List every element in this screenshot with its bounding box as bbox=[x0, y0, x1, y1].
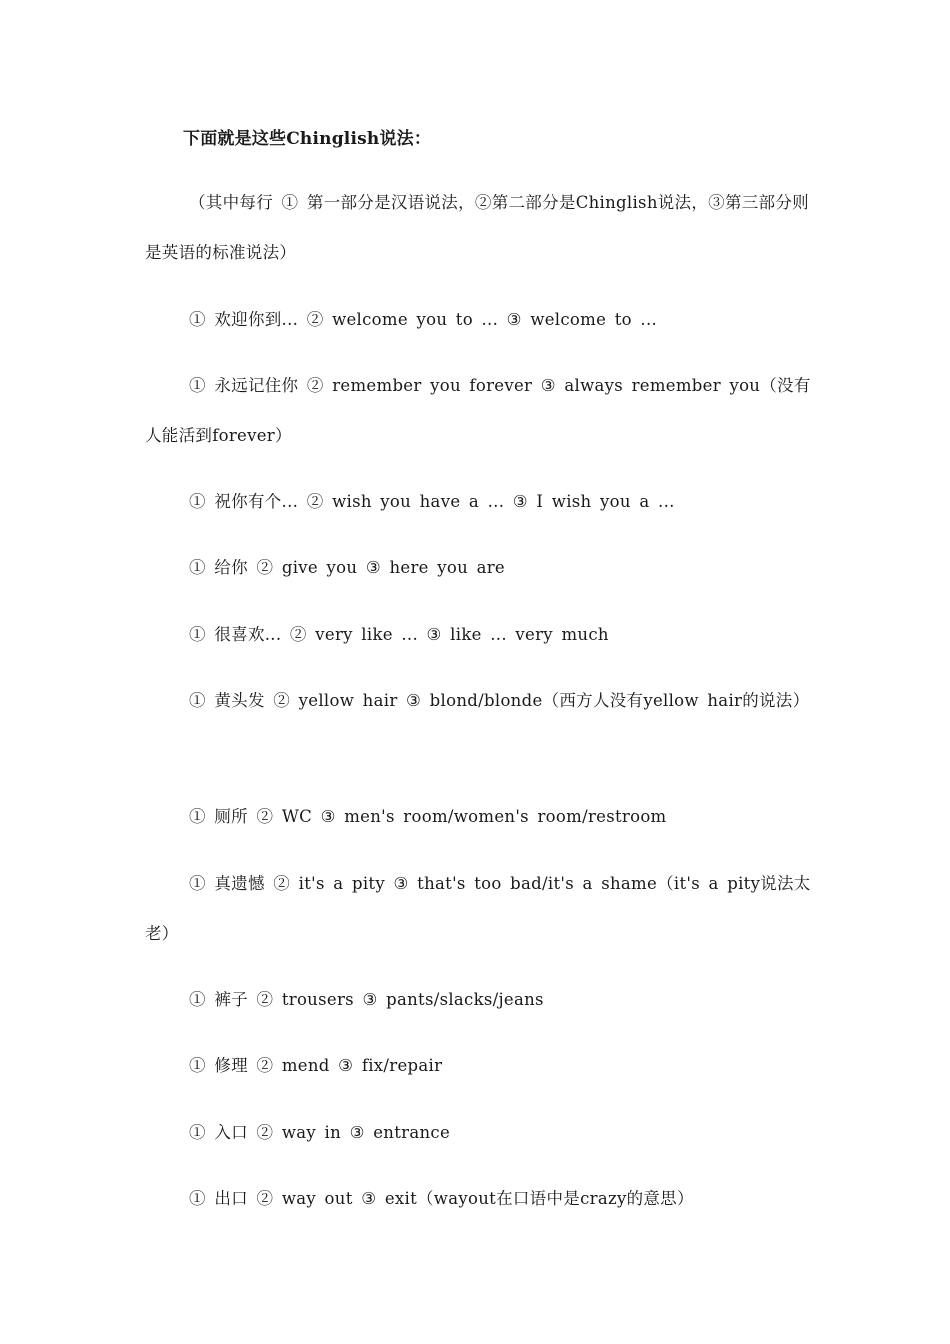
list-item: ① 祝你有个... ② wish you have a ... ③ I wish you a ... bbox=[189, 492, 675, 511]
list-item: ① 给你 ② give you ③ here you are bbox=[189, 558, 505, 577]
list-item: ① 很喜欢... ② very like ... ③ like ... very much bbox=[189, 625, 609, 644]
list-item: ① 修理 ② mend ③ fix/repair bbox=[189, 1056, 443, 1075]
list-item: ① 黄头发 ② yellow hair ③ blond/blonde（西方人没有yellow hair的说法） bbox=[189, 691, 810, 710]
list-item: ① 厕所 ② WC ③ men's room/women's room/restroom bbox=[189, 807, 667, 826]
list-item: ① 真遗憾 ② it's a pity ③ that's too bad/it's a shame（it's a pity说法太老） bbox=[145, 874, 811, 943]
section-heading: 下面就是这些Chinglish说法： bbox=[183, 129, 432, 149]
list-item: ① 裤子 ② trousers ③ pants/slacks/jeans bbox=[189, 990, 544, 1009]
list-item: ① 入口 ② way in ③ entrance bbox=[189, 1123, 451, 1142]
intro-paragraph: （其中每行 ① 第一部分是汉语说法，②第二部分是Chinglish说法，③第三部分则是英语的标准说法） bbox=[145, 193, 809, 262]
list-item: ① 永远记住你 ② remember you forever ③ always remember you（没有人能活到forever） bbox=[145, 376, 811, 445]
list-item: ① 欢迎你到... ② welcome you to ... ③ welcome to ... bbox=[189, 310, 658, 329]
list-item: ① 出口 ② way out ③ exit（wayout在口语中是crazy的意思） bbox=[189, 1189, 694, 1208]
